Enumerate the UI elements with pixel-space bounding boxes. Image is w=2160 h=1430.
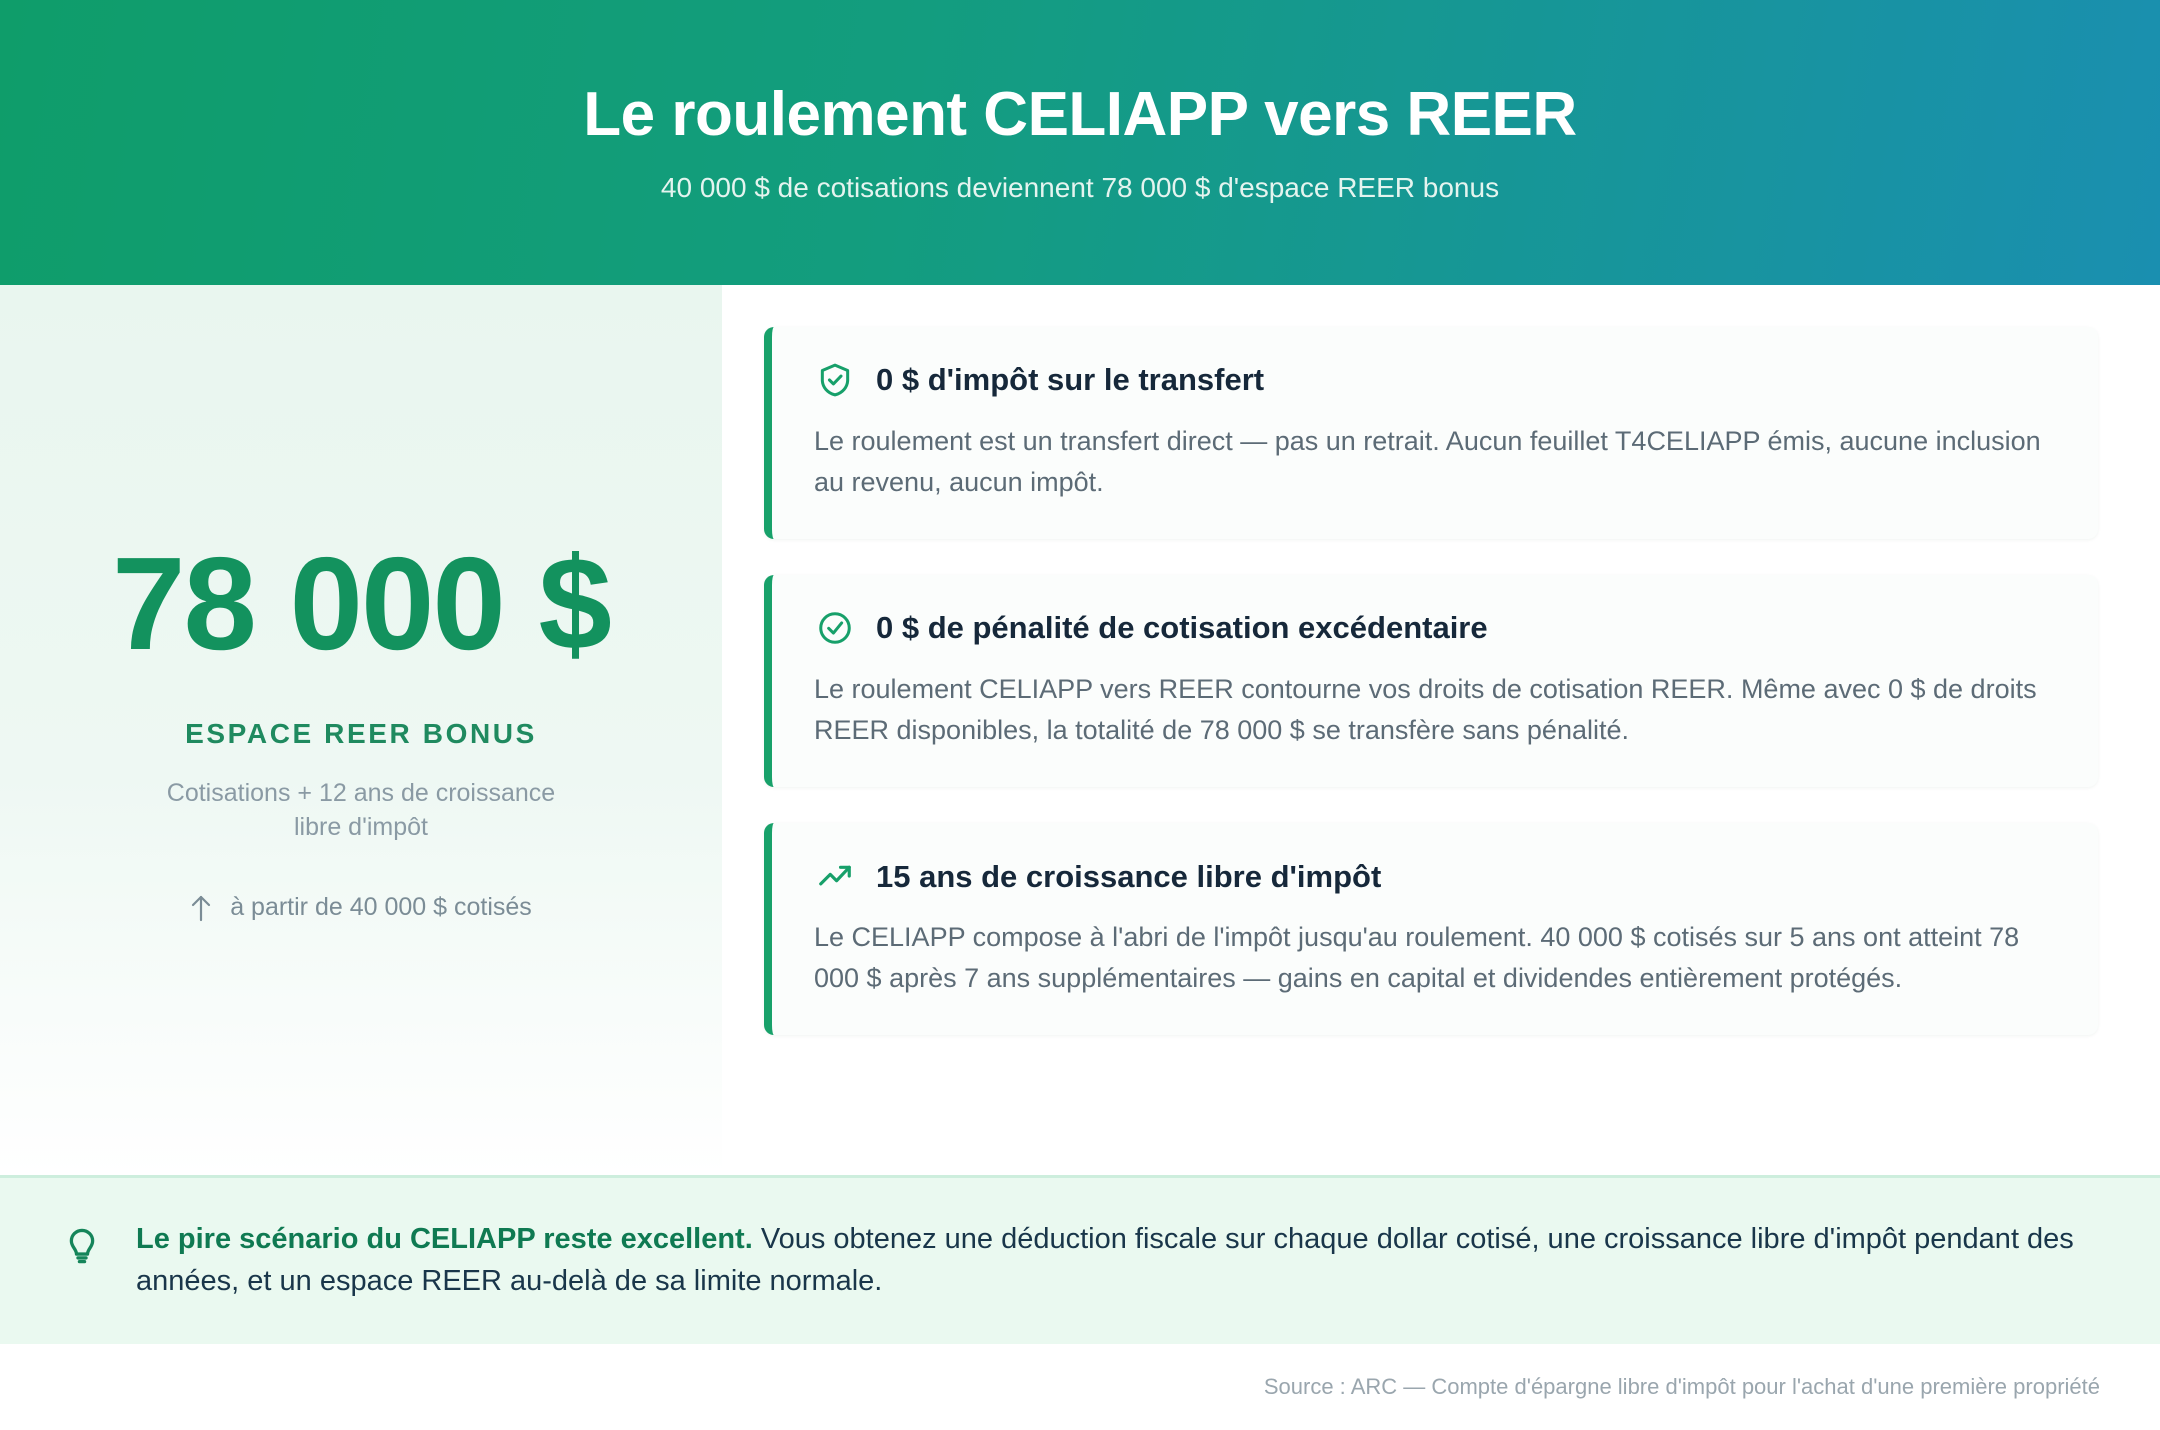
highlight-value: 78 000 $ — [112, 530, 610, 678]
card-text: Le roulement est un transfert direct — pas un retrait. Aucun feuillet T4CELIAPP émis, aucune inclusion au revenu, aucun impôt. — [814, 426, 2041, 498]
body-area — [0, 285, 2160, 1175]
shield-check-icon — [814, 359, 856, 401]
callout-text — [136, 1218, 2090, 1302]
highlight-description: Cotisations + 12 ans de croissance libre d'impôt — [166, 778, 556, 842]
highlight-delta — [190, 893, 532, 923]
highlight-panel — [0, 285, 722, 1175]
footer — [0, 1344, 2160, 1430]
card-header — [814, 855, 2058, 897]
trending-up-icon — [814, 855, 856, 897]
card-title: 0 $ de pénalité de cotisation excédentaire — [876, 610, 1488, 646]
benefit-card — [764, 327, 2098, 539]
card-title: 0 $ d'impôt sur le transfert — [876, 362, 1265, 398]
arrow-up-icon — [190, 893, 212, 923]
callout-banner — [0, 1175, 2160, 1344]
benefit-card — [764, 575, 2098, 787]
highlight-label: ESPACE REER BONUS — [185, 717, 537, 749]
callout-body-text: Vous obtenez une déduction fiscale sur chaque dollar cotisé, une croissance libre d'impôt pendant des années, et un espace REER au-delà de sa limite normale. — [136, 1222, 2074, 1297]
benefit-card — [764, 823, 2098, 1035]
card-text: Le roulement CELIAPP vers REER contourne vos droits de cotisation REER. Même avec 0 $ de droits REER disponibles, la totalité de 78 000 $ se transfère sans pénalité. — [814, 674, 2037, 746]
card-header — [814, 607, 2058, 649]
cards-panel — [722, 285, 2160, 1175]
card-title: 15 ans de croissance libre d'impôt — [876, 858, 1382, 894]
page-subtitle: 40 000 $ de cotisations deviennent 78 000 $ d'espace REER bonus — [660, 171, 1500, 203]
highlight-delta-text: à partir de 40 000 $ cotisés — [230, 893, 532, 922]
lightbulb-icon — [60, 1222, 106, 1268]
header-banner — [0, 0, 2160, 285]
card-header — [814, 359, 2058, 401]
callout-strong-text: Le pire scénario du CELIAPP reste excellent. — [136, 1222, 753, 1255]
card-text: Le CELIAPP compose à l'abri de l'impôt jusqu'au roulement. 40 000 $ cotisés sur 5 ans ont atteint 78 000 $ après 7 ans supplémentaires — gains en capital et dividendes entièrement protégés. — [814, 922, 2020, 994]
source-note: Source : ARC — Compte d'épargne libre d'impôt pour l'achat d'une première propriété — [1263, 1374, 2100, 1399]
page-title: Le roulement CELIAPP vers REER — [583, 80, 1577, 150]
check-circle-icon — [814, 607, 856, 649]
